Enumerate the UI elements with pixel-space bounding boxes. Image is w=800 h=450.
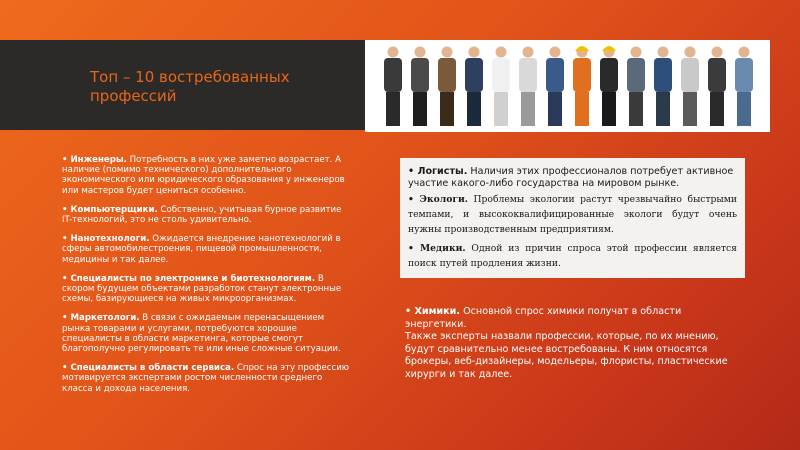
person-torso xyxy=(384,58,402,92)
person-torso xyxy=(411,58,429,92)
info-panel xyxy=(400,158,745,278)
item-text: Ожидается внедрение нанотехнологий в сферы автомобилестроения, пищевой промышленности, медицины и так далее. xyxy=(62,234,341,265)
chemists-block xyxy=(405,306,745,382)
item-text: Одной из причин спроса этой профессии является поиск путей продления жизни. xyxy=(408,243,737,269)
person-torso xyxy=(519,58,537,92)
person-torso xyxy=(546,58,564,92)
item-text: В скором будущем объектами разработок станут электронные схемы, базирующиеся на живых микроорганизмах. xyxy=(62,273,342,305)
person-legs xyxy=(629,92,643,126)
person-legs xyxy=(548,92,562,126)
item-text: Наличия этих профессионалов потребует активное участие какого-либо государства на мировом рынке. xyxy=(408,166,734,189)
item-heading: • Инженеры. xyxy=(62,155,127,165)
person-legs xyxy=(710,92,724,126)
person-head xyxy=(712,47,723,58)
ecologists-item xyxy=(408,192,737,237)
person-torso xyxy=(627,58,645,92)
person-torso xyxy=(465,58,483,92)
person-legs xyxy=(602,92,616,126)
hard-hat xyxy=(602,46,616,51)
person-torso xyxy=(573,58,591,92)
person-head xyxy=(388,47,399,58)
person-legs xyxy=(737,92,751,126)
item-heading: • Химики. xyxy=(405,306,461,317)
person-head xyxy=(415,47,426,58)
left-column xyxy=(62,155,352,403)
item-heading: • Нанотехнологи. xyxy=(62,234,150,245)
person-torso xyxy=(708,58,726,92)
title-line-1: Топ – 10 востребованных xyxy=(90,68,290,86)
person-torso xyxy=(492,58,510,92)
item-text: Спрос на эту профессию мотивируется экспертами ростом численности среднего класса и дохода населения. xyxy=(62,363,350,394)
person-legs xyxy=(683,92,697,126)
chemists-item xyxy=(405,306,745,331)
person-legs xyxy=(575,92,589,126)
item-heading: • Экологи. xyxy=(408,194,468,205)
person-head xyxy=(685,47,696,58)
professions-photo xyxy=(365,40,770,132)
person-head xyxy=(523,47,534,58)
person-head xyxy=(658,47,669,58)
list-item xyxy=(62,274,352,305)
title-band xyxy=(0,40,365,130)
person-head xyxy=(550,47,561,58)
slide-title xyxy=(90,68,350,106)
person-legs xyxy=(386,92,400,126)
item-heading: • Специалисты по электронике и биотехнологиям. xyxy=(62,273,316,284)
list-item xyxy=(62,155,352,196)
title-line-2: профессий xyxy=(90,87,177,105)
person-torso xyxy=(600,58,618,92)
person-legs xyxy=(494,92,508,126)
item-heading: • Компьютерщики. xyxy=(62,204,158,215)
item-text: Проблемы экологии растут чрезвычайно быстрыми темпами, и высококвалифицированные экологи будут очень нужны производственным предприятиям. xyxy=(408,194,738,235)
person-torso xyxy=(438,58,456,92)
list-item xyxy=(62,234,352,265)
person-legs xyxy=(467,92,481,126)
medics-item xyxy=(408,241,737,271)
list-item xyxy=(62,313,352,354)
list-item xyxy=(62,205,352,225)
logists-item xyxy=(408,166,737,189)
person-torso xyxy=(681,58,699,92)
item-heading: • Маркетологи. xyxy=(62,313,140,324)
person-legs xyxy=(413,92,427,126)
list-item xyxy=(62,363,352,394)
person-legs xyxy=(656,92,670,126)
person-head xyxy=(631,47,642,58)
less-demanded-text: Также эксперты назвали профессии, которые, по их мнению, будут сравнительно менее востребованы. К ним относятся брокеры, веб-дизайнеры, модельеры, флористы, пластические хирурги и так далее. xyxy=(405,331,728,380)
item-text: В связи с ожидаемым перенасыщением рынка товарами и услугами, потребуются хорошие специалисты в области маркетинга, которые смогут благополучно регулировать те или иные сложные ситуации. xyxy=(62,313,341,355)
person-head xyxy=(496,47,507,58)
item-text: Основной спрос химики получат в области энергетики. xyxy=(405,306,682,330)
person-head xyxy=(739,47,750,58)
people-illustration xyxy=(365,40,770,132)
item-heading: • Логисты. xyxy=(408,166,468,177)
person-legs xyxy=(521,92,535,126)
person-head xyxy=(469,47,480,58)
person-head xyxy=(442,47,453,58)
item-heading: • Медики. xyxy=(408,243,466,254)
item-text: Собственно, учитывая бурное развитие IT-технологий, это не столь удивительно. xyxy=(62,204,342,226)
item-text: Потребность в них уже заметно возрастает. А наличие (помимо технического) дополнительного экономического или юридического образования у инженеров или мастеров будет цениться особенно. xyxy=(62,155,345,196)
hard-hat xyxy=(575,46,589,51)
person-torso xyxy=(654,58,672,92)
item-heading: • Специалисты в области сервиса. xyxy=(62,363,235,374)
person-torso xyxy=(735,58,753,92)
person-legs xyxy=(440,92,454,126)
